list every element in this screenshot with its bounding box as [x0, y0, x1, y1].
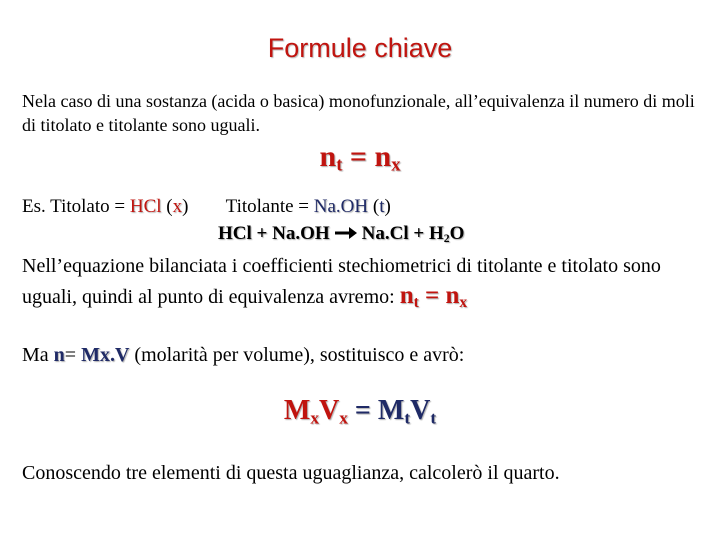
titolante-symbol: t — [379, 196, 385, 217]
reactants: HCl + Na.OH — [218, 223, 330, 244]
titolante-label: Titolante = — [225, 196, 314, 217]
formula-nt-nx: $n_t = n_x$ — [319, 140, 401, 176]
titolante-formula: Na.OH — [313, 196, 369, 217]
reaction-equation — [218, 223, 464, 245]
intro-text: Nela caso di una sostanza (acida o basica) monofunzionale, all’equivalenza il numero di moli di titolato e titolante sono uguali. — [22, 91, 695, 135]
conclusion-text: Conoscendo tre elementi di questa uguaglianza, calcolerò il quarto. — [22, 462, 560, 484]
formula-mxvx-mtvt: $M_xV_x = M_tV_t$ — [283, 395, 437, 428]
titolato-symbol: x — [172, 196, 183, 217]
products: $Na.Cl + H_2O$ — [361, 223, 465, 245]
right-arrow-icon — [334, 226, 358, 240]
example-line: Es. Titolato = HCl (x) Titolante = Na.OH (t) — [22, 196, 391, 217]
n-symbol: n — [53, 344, 65, 366]
titolato-formula: HCl — [129, 196, 162, 217]
example-prefix: Es. Titolato = — [22, 196, 130, 217]
molarity-line: Ma n= Mx.V (molarità per volume), sostituisco e avrò: — [22, 344, 465, 366]
equivalence-paragraph: Nell’equazione bilanciata i coefficienti stechiometrici di titolante e titolato sono uguali, quindi al punto di equivalenza avremo: $n_t = n_x$ — [22, 255, 661, 311]
mxv-formula: Mx.V — [81, 344, 130, 366]
slide-title: Formule chiave — [267, 33, 453, 63]
inline-formula: $n_t = n_x$ — [399, 282, 468, 311]
